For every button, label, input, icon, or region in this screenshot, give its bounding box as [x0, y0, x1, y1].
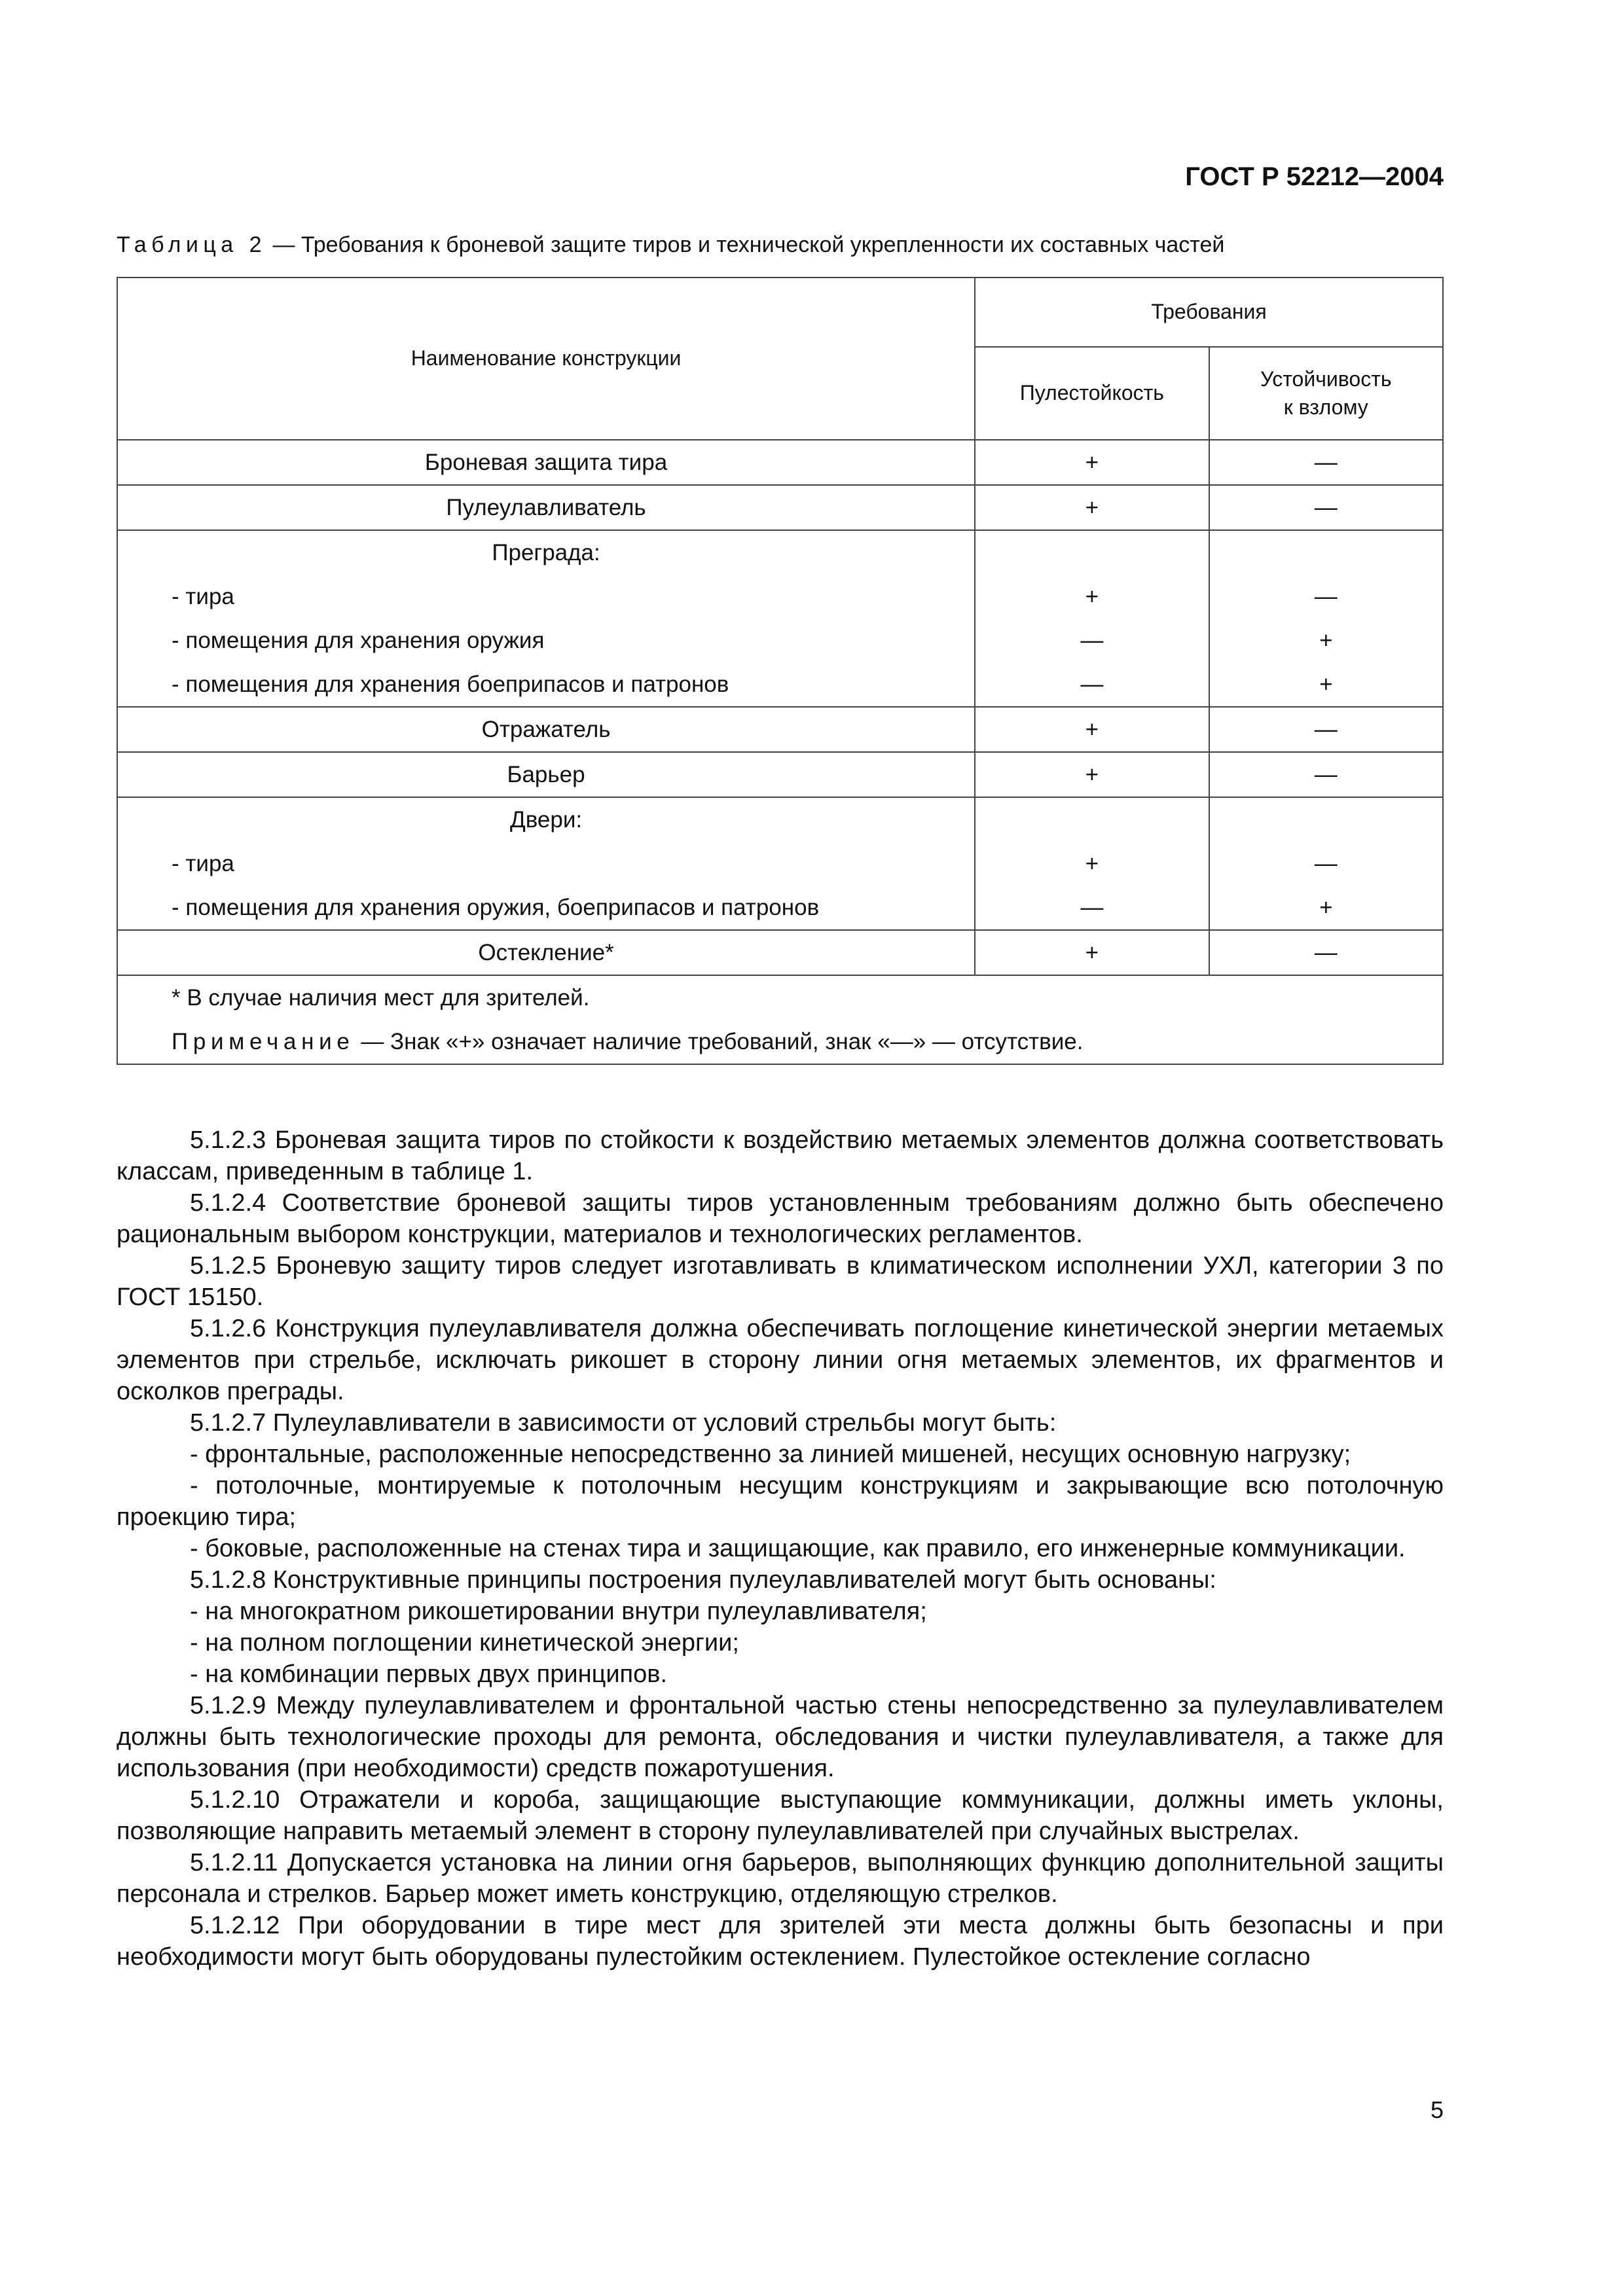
burglary-resistance-mark: — [1314, 762, 1338, 787]
paragraph: 5.1.2.3 Броневая защита тиров по стойкости к воздействию метаемых элементов должна соответствовать классам, приведенным в таблице 1. [117, 1126, 1444, 1185]
bullet-resistance-mark: + [1085, 717, 1099, 742]
col-header-requirements: Требования [975, 278, 1443, 347]
paragraph: 5.1.2.5 Броневую защиту тиров следует изготавливать в климатическом исполнении УХЛ, категории 3 по ГОСТ 15150. [117, 1252, 1444, 1311]
table-row [117, 752, 1443, 797]
paragraph: - боковые, расположенные на стенах тира и защищающие, как правило, его инженерные коммуникации. [190, 1535, 1406, 1562]
col-header-burglary-line-2: к взлому [1283, 395, 1368, 419]
bullet-resistance-mark: — [1080, 628, 1104, 653]
col-header-name: Наименование конструкции [117, 278, 975, 440]
cell-bullet-resistance [975, 707, 1209, 752]
cell-burglary-resistance [1209, 752, 1443, 797]
cell-burglary-resistance [1209, 797, 1443, 930]
bullet-resistance-mark: — [1080, 895, 1104, 920]
cell-burglary-resistance [1209, 440, 1443, 485]
bullet-resistance-mark: + [1085, 584, 1099, 609]
sub-item-label: - помещения для хранения боеприпасов и патронов [172, 672, 729, 697]
table-note-label: Примечание [172, 1029, 355, 1054]
body-text [117, 1124, 1444, 1973]
item-label: Броневая защита тира [424, 450, 668, 475]
item-label: Остекление* [478, 940, 614, 965]
cell-bullet-resistance [975, 440, 1209, 485]
page-number: 5 [1430, 2096, 1444, 2123]
table-row [117, 707, 1443, 752]
paragraph: 5.1.2.4 Соответствие броневой защиты тиров установленным требованиям должно быть обеспечено рациональным выбором конструкции, материалов и технологических регламентов. [117, 1189, 1444, 1248]
table-note-text: — Знак «+» означает наличие требований, знак «—» — отсутствие. [354, 1029, 1084, 1054]
cell-construction-name [117, 440, 975, 485]
table-row [117, 797, 1443, 930]
bullet-resistance-mark [976, 531, 1208, 575]
paragraph: - фронтальные, расположенные непосредственно за линией мишеней, несущих основную нагрузку; [190, 1441, 1351, 1468]
paragraph: 5.1.2.7 Пулеулавливатели в зависимости от условий стрельбы могут быть: [190, 1409, 1057, 1437]
cell-construction-name [117, 530, 975, 707]
cell-construction-name [117, 752, 975, 797]
paragraph: - на многократном рикошетировании внутри пулеулавливателя; [190, 1598, 927, 1625]
burglary-resistance-mark: + [1319, 628, 1333, 653]
bullet-resistance-mark: — [1080, 672, 1104, 697]
item-label: Барьер [507, 762, 585, 787]
requirements-table [117, 277, 1444, 1065]
col-header-burglary-resistance [1209, 347, 1443, 440]
cell-bullet-resistance [975, 485, 1209, 530]
col-header-burglary-line-1: Устойчивость [1260, 367, 1392, 391]
sub-item-label: - помещения для хранения оружия [172, 628, 545, 653]
item-label: Отражатель [481, 717, 611, 742]
bullet-resistance-mark [976, 798, 1208, 842]
cell-burglary-resistance [1209, 707, 1443, 752]
paragraph: 5.1.2.6 Конструкция пулеулавливателя должна обеспечивать поглощение кинетической энергии метаемых элементов при стрельбе, исключать рикошет в сторону линии огня метаемых элементов, их фрагментов и осколков преграды. [117, 1315, 1444, 1405]
document-id: ГОСТ Р 52212—2004 [1185, 162, 1444, 191]
cell-bullet-resistance [975, 930, 1209, 975]
item-label: Пулеулавливатель [446, 495, 646, 520]
table-note [172, 1020, 1442, 1064]
table-caption [117, 232, 1224, 258]
paragraph: - на полном поглощении кинетической энергии; [190, 1629, 739, 1657]
sub-item-label: - тира [172, 851, 234, 876]
paragraph: 5.1.2.12 При оборудовании в тире мест для зрителей эти места должны быть безопасны и при необходимости могут быть оборудованы пулестойким остеклением. Пулестойкое остекление согласно [117, 1912, 1444, 1971]
col-header-bullet-resistance: Пулестойкость [975, 347, 1209, 440]
table-footer [117, 975, 1443, 1064]
sub-item-label: - тира [172, 584, 234, 609]
table-row [117, 530, 1443, 707]
burglary-resistance-mark: + [1319, 895, 1333, 920]
cell-bullet-resistance [975, 752, 1209, 797]
bullet-resistance-mark: + [1085, 495, 1099, 520]
cell-burglary-resistance [1209, 530, 1443, 707]
cell-bullet-resistance [975, 797, 1209, 930]
cell-bullet-resistance [975, 530, 1209, 707]
bullet-resistance-mark: + [1085, 940, 1099, 965]
cell-burglary-resistance [1209, 485, 1443, 530]
cell-burglary-resistance [1209, 930, 1443, 975]
paragraph: 5.1.2.8 Конструктивные принципы построения пулеулавливателей могут быть основаны: [190, 1566, 1216, 1594]
table-row [117, 440, 1443, 485]
paragraph: - на комбинации первых двух принципов. [190, 1660, 668, 1688]
table-caption-text: — Требования к броневой защите тиров и технической укрепленности их составных частей [266, 232, 1225, 257]
table-caption-label: Таблица 2 [117, 232, 266, 257]
burglary-resistance-mark [1210, 531, 1442, 575]
paragraph: 5.1.2.10 Отражатели и короба, защищающие выступающие коммуникации, должны иметь уклоны, позволяющие направить метаемый элемент в сторону пулеулавливателей при случайных выстрелах. [117, 1786, 1444, 1845]
bullet-resistance-mark: + [1085, 851, 1099, 876]
burglary-resistance-mark: — [1314, 940, 1338, 965]
cell-construction-name [117, 485, 975, 530]
bullet-resistance-mark: + [1085, 450, 1099, 475]
table-body [117, 440, 1443, 975]
bullet-resistance-mark: + [1085, 762, 1099, 787]
item-label: Преграда: [492, 540, 600, 565]
burglary-resistance-mark: — [1314, 450, 1338, 475]
item-label: Двери: [509, 807, 583, 833]
table-row [117, 485, 1443, 530]
table-footnote: * В случае наличия мест для зрителей. [172, 985, 590, 1011]
sub-item-label: - помещения для хранения оружия, боеприпасов и патронов [172, 895, 820, 920]
burglary-resistance-mark: + [1319, 672, 1333, 697]
table-row [117, 930, 1443, 975]
burglary-resistance-mark: — [1314, 851, 1338, 876]
burglary-resistance-mark: — [1314, 495, 1338, 520]
cell-construction-name [117, 707, 975, 752]
cell-construction-name [117, 797, 975, 930]
paragraph: 5.1.2.9 Между пулеулавливателем и фронтальной частью стены непосредственно за пулеулавливателем должны быть технологические проходы для ремонта, обследования и чистки пулеулавливателя, а также для использования (при необходимости) средств пожаротушения. [117, 1692, 1444, 1782]
burglary-resistance-mark: — [1314, 584, 1338, 609]
cell-construction-name [117, 930, 975, 975]
burglary-resistance-mark [1210, 798, 1442, 842]
burglary-resistance-mark: — [1314, 717, 1338, 742]
paragraph: 5.1.2.11 Допускается установка на линии огня барьеров, выполняющих функцию дополнительной защиты персонала и стрелков. Барьер может иметь конструкцию, отделяющую стрелков. [117, 1849, 1444, 1908]
paragraph: - потолочные, монтируемые к потолочным несущим конструкциям и закрывающие всю потолочную проекцию тира; [117, 1472, 1444, 1531]
